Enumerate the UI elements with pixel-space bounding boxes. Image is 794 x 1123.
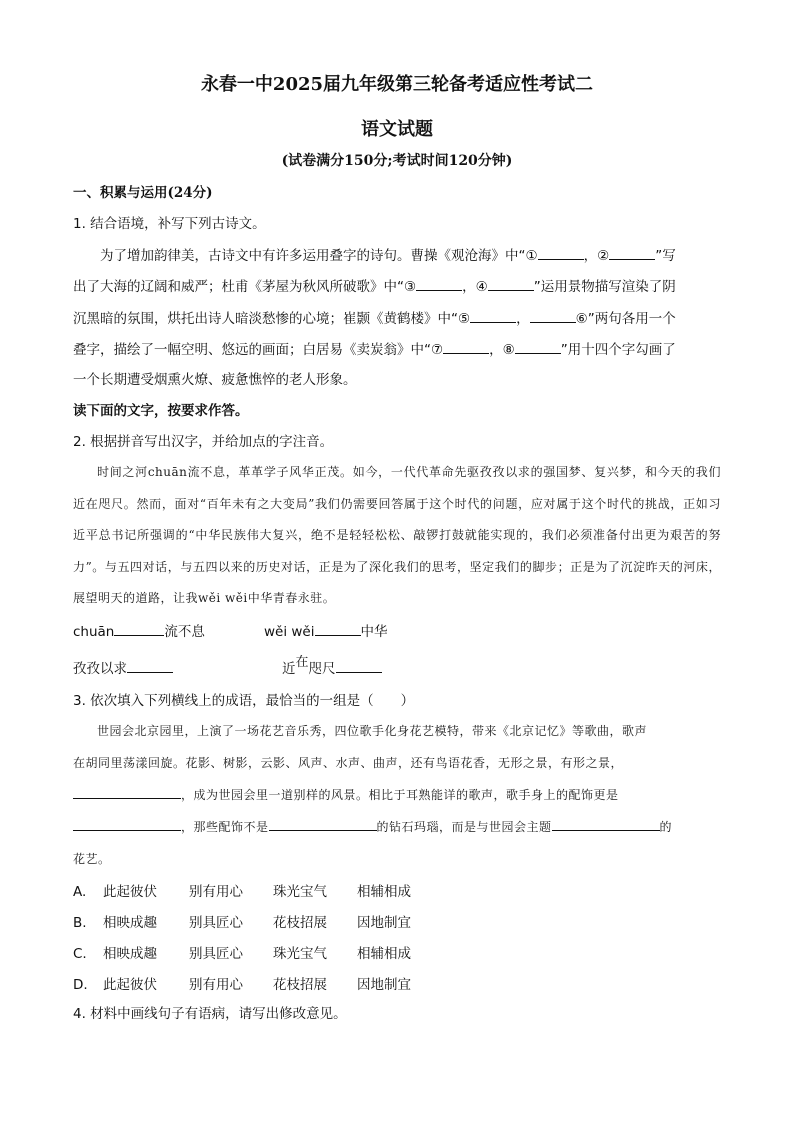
fill-zizi	[73, 657, 173, 677]
q1-text: ，④	[462, 279, 488, 295]
option-key: C.	[73, 946, 87, 962]
blank-idiom-1[interactable]	[73, 784, 181, 799]
option-word: 珠光宝气	[273, 884, 327, 900]
exam-subtitle: 语文试题	[361, 119, 433, 140]
option-word: 相映成趣	[103, 915, 157, 931]
blank-6[interactable]	[530, 308, 576, 323]
q3-text: 的	[659, 820, 673, 834]
exam-note: (试卷满分150分;考试时间120分钟)	[281, 153, 513, 169]
q1-text: ”写	[655, 248, 676, 264]
option-d[interactable]	[73, 973, 411, 993]
option-key: A.	[73, 884, 87, 900]
blank-4[interactable]	[488, 276, 534, 291]
pinyin-label: wěi wěi	[264, 624, 315, 640]
question-4-stem: 4. 材料中画线句子有语病，请写出修改意见。	[73, 1006, 347, 1022]
q1-text: ，②	[583, 248, 610, 264]
q1-line-1	[100, 245, 676, 266]
option-c[interactable]	[73, 942, 411, 962]
option-key: D.	[73, 977, 88, 993]
blank-8[interactable]	[515, 339, 561, 354]
q1-text: 叠字，描绘了一幅空明、悠远的画面；白居易《卖炭翁》中“⑦	[73, 342, 444, 358]
word-label: 孜孜以求	[73, 661, 127, 677]
fill-suffix: 中华	[360, 624, 388, 640]
blank-5[interactable]	[470, 308, 516, 323]
q1-text: ”运用景物描写渲染了阴	[533, 279, 676, 295]
option-word: 此起彼伏	[103, 977, 157, 993]
option-word: 别具匠心	[189, 946, 243, 962]
option-word: 花枝招展	[273, 915, 327, 931]
q3-passage-line-5: 花艺。	[73, 852, 111, 866]
q1-line-2	[73, 276, 676, 297]
q1-line-5: 一个长期遭受烟熏火燎、疲惫憔悴的老人形象。	[73, 372, 357, 388]
blank-idiom-4[interactable]	[552, 816, 660, 831]
option-word: 相辅相成	[357, 884, 411, 900]
option-b[interactable]	[73, 911, 411, 931]
exam-title: 永春一中2025届九年级第三轮备考适应性考试二	[200, 74, 594, 95]
option-word: 别有用心	[189, 977, 243, 993]
q1-text: 为了增加韵律美，古诗文中有许多运用叠字的诗句。曹操《观沧海》中“①	[100, 248, 538, 264]
fill-jinzai	[282, 657, 382, 677]
fill-weiwei	[264, 620, 388, 640]
option-word: 花枝招展	[273, 977, 327, 993]
question-2-stem: 2. 根据拼音写出汉字，并给加点的字注音。	[73, 434, 334, 450]
fill-chuan	[73, 620, 205, 640]
q1-text: 沉黑暗的氛围，烘托出诗人暗淡愁惨的心境；崔颢《黄鹤楼》中“⑤	[73, 311, 471, 327]
q3-passage-line-2: 在胡同里荡漾回旋。花影、树影，云影、风声、水声、曲声，还有鸟语花香，无形之景，有形之景，	[73, 756, 624, 770]
option-word: 此起彼伏	[103, 884, 157, 900]
option-word: 珠光宝气	[273, 946, 327, 962]
blank-zizi[interactable]	[127, 658, 173, 673]
q1-text: ⑥”两句各用一个	[575, 311, 676, 327]
q1-text: 出了大海的辽阔和威严；杜甫《茅屋为秋风所破歌》中“③	[73, 279, 417, 295]
section-heading: 一、积累与运用(24分)	[73, 185, 213, 201]
q3-passage-line-1: 世园会北京园里，上演了一场花艺音乐秀，四位歌手化身花艺模特，带来《北京记忆》等歌曲，歌声	[97, 724, 648, 738]
word-label: 咫尺	[308, 661, 336, 677]
blank-idiom-2[interactable]	[73, 816, 181, 831]
reading-instruction: 读下面的文字，按要求作答。	[73, 403, 249, 419]
option-a[interactable]	[73, 880, 411, 900]
q3-text: ，那些配饰不是	[181, 820, 269, 834]
blank-idiom-3[interactable]	[269, 816, 377, 831]
option-word: 因地制宜	[357, 977, 411, 993]
option-word: 相辅相成	[357, 946, 411, 962]
q3-passage-line-4	[73, 812, 721, 844]
blank-chuan[interactable]	[114, 621, 164, 636]
q3-passage-line-3	[73, 780, 721, 812]
blank-3[interactable]	[416, 276, 462, 291]
dotted-char: 在	[295, 655, 309, 670]
q1-text: ，⑧	[489, 342, 515, 358]
fill-suffix: 流不息	[164, 624, 205, 640]
option-word: 相映成趣	[103, 946, 157, 962]
q1-line-4	[73, 339, 676, 360]
blank-2[interactable]	[609, 245, 655, 260]
q1-line-3	[73, 308, 676, 329]
q1-text: ”用十四个字勾画了	[560, 342, 676, 358]
question-3-stem: 3. 依次填入下列横线上的成语，最恰当的一组是（ ）	[73, 693, 415, 709]
option-word: 别具匠心	[189, 915, 243, 931]
option-key: B.	[73, 915, 87, 931]
question-1-stem: 1. 结合语境，补写下列古诗文。	[73, 216, 266, 232]
pinyin-label: chuān	[73, 624, 115, 640]
blank-1[interactable]	[538, 245, 584, 260]
q1-text: ，	[516, 311, 530, 327]
q2-passage: 时间之河chuān流不息，革革学子风华正茂。如今，一代代革命先驱孜孜以求的强国梦、复兴梦，和今天的我们近在咫尺。然而，面对“百年未有之大变局”我们仍需要回答属于这个时代的问题，应对属于这个时代的挑战，正如习近平总书记所强调的“中华民族伟大复兴，绝不是轻轻松松、敲锣打鼓就能实现的，我们必须准备付出更为艰苦的努力”。与五四对话，与五四以来的历史对话，正是为了深化我们的思考，坚定我们的脚步；正是为了沉淀昨天的河床，展望明天的道路，让我wěi wěi中华青春永驻。	[73, 465, 721, 605]
q3-text: 的钻石玛瑙，而是与世园会主题	[376, 820, 552, 834]
blank-weiwei[interactable]	[315, 621, 361, 636]
word-label: 近	[282, 661, 296, 677]
blank-7[interactable]	[443, 339, 489, 354]
option-word: 别有用心	[189, 884, 243, 900]
q3-text: ，成为世园会里一道别样的风景。相比于耳熟能详的歌声，歌手身上的配饰更是	[181, 788, 619, 802]
option-word: 因地制宜	[357, 915, 411, 931]
blank-jinzai[interactable]	[336, 658, 382, 673]
